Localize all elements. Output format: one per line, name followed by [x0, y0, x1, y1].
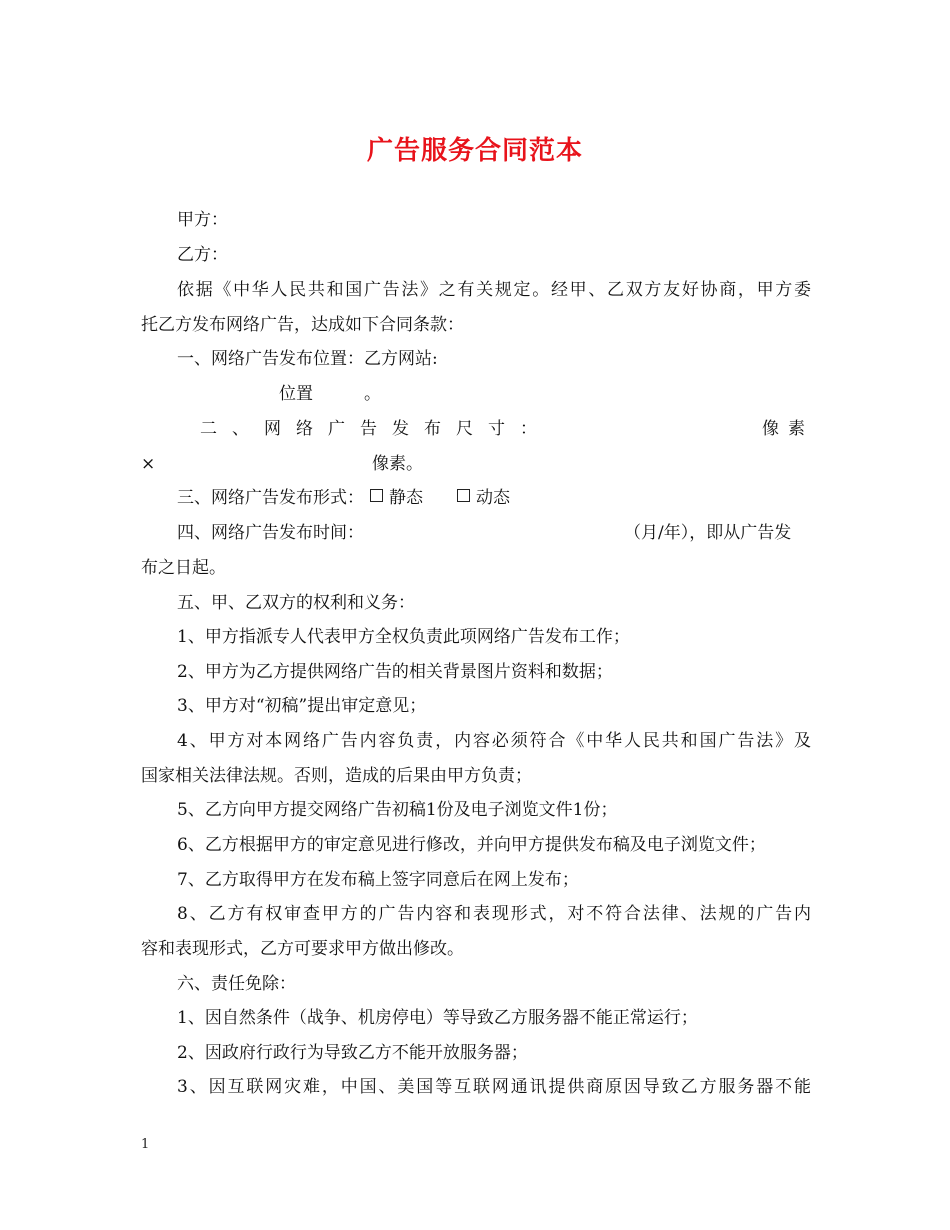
section-2-label: 二、网络广告发布尺寸： — [200, 419, 552, 439]
section-1-title: 一、网络广告发布位置：乙方网站: — [177, 349, 438, 369]
party-a-label: 甲方： — [177, 210, 228, 230]
section-3-row — [177, 486, 510, 510]
dynamic-checkbox[interactable] — [457, 489, 470, 502]
static-option-label: 静态 — [389, 488, 423, 508]
section-5-item: 6、乙方根据甲方的审定意见进行修改，并向甲方提供发布稿及电子浏览文件； — [177, 835, 766, 855]
section-5-item: 4、甲方对本网络广告内容负责，内容必须符合《中华人民共和国广告法》及 — [177, 731, 811, 751]
section-5-title: 五、甲、乙双方的权利和义务： — [177, 593, 415, 613]
section-6-item: 1、因自然条件（战争、机房停电）等导致乙方服务器不能正常运行； — [177, 1008, 698, 1028]
section-6-title: 六、责任免除： — [177, 974, 296, 994]
section-2-pixel-unit-2: 像素。 — [372, 454, 423, 474]
dynamic-option-label: 动态 — [476, 488, 510, 508]
section-4-label: 四、网络广告发布时间： — [177, 523, 364, 543]
document-title: 广告服务合同范本 — [366, 136, 583, 166]
section-1-position-label: 位置 — [279, 384, 313, 404]
static-checkbox[interactable] — [370, 489, 383, 502]
page-number: 1 — [141, 1137, 150, 1152]
section-5-item-continuation: 国家相关法律法规。否则，造成的后果由甲方负责； — [141, 766, 532, 786]
section-4-unit: （月/年），即从广告发 — [624, 523, 792, 543]
section-4-continuation: 布之日起。 — [141, 558, 226, 578]
section-5-item: 3、甲方对“初稿”提出审定意见； — [177, 696, 427, 716]
section-3-label: 三、网络广告发布形式： — [177, 488, 364, 508]
section-6-item: 3、因互联网灾难，中国、美国等互联网通讯提供商原因导致乙方服务器不能 — [177, 1077, 811, 1097]
section-5-item: 1、甲方指派专人代表甲方全权负责此项网络广告发布工作； — [177, 627, 630, 647]
party-b-label: 乙方： — [177, 245, 228, 265]
section-5-item: 2、甲方为乙方提供网络广告的相关背景图片资料和数据； — [177, 662, 613, 682]
section-2-pixel-unit: 像素 — [762, 419, 814, 439]
section-5-item: 7、乙方取得甲方在发布稿上签字同意后在网上发布； — [177, 870, 579, 890]
section-2-times: × — [141, 454, 156, 474]
section-1-position-end: 。 — [364, 384, 381, 404]
section-6-item: 2、因政府行政行为导致乙方不能开放服务器； — [177, 1043, 528, 1063]
section-5-item-continuation: 容和表现形式，乙方可要求甲方做出修改。 — [141, 939, 464, 959]
intro-line-2: 托乙方发布网络广告，达成如下合同条款： — [141, 315, 464, 335]
section-5-item: 8、乙方有权审查甲方的广告内容和表现形式，对不符合法律、法规的广告内 — [177, 904, 811, 924]
intro-line-1: 依据《中华人民共和国广告法》之有关规定。经甲、乙双方友好协商，甲方委 — [177, 280, 811, 300]
section-5-item: 5、乙方向甲方提交网络广告初稿1份及电子浏览文件1份； — [177, 800, 618, 820]
